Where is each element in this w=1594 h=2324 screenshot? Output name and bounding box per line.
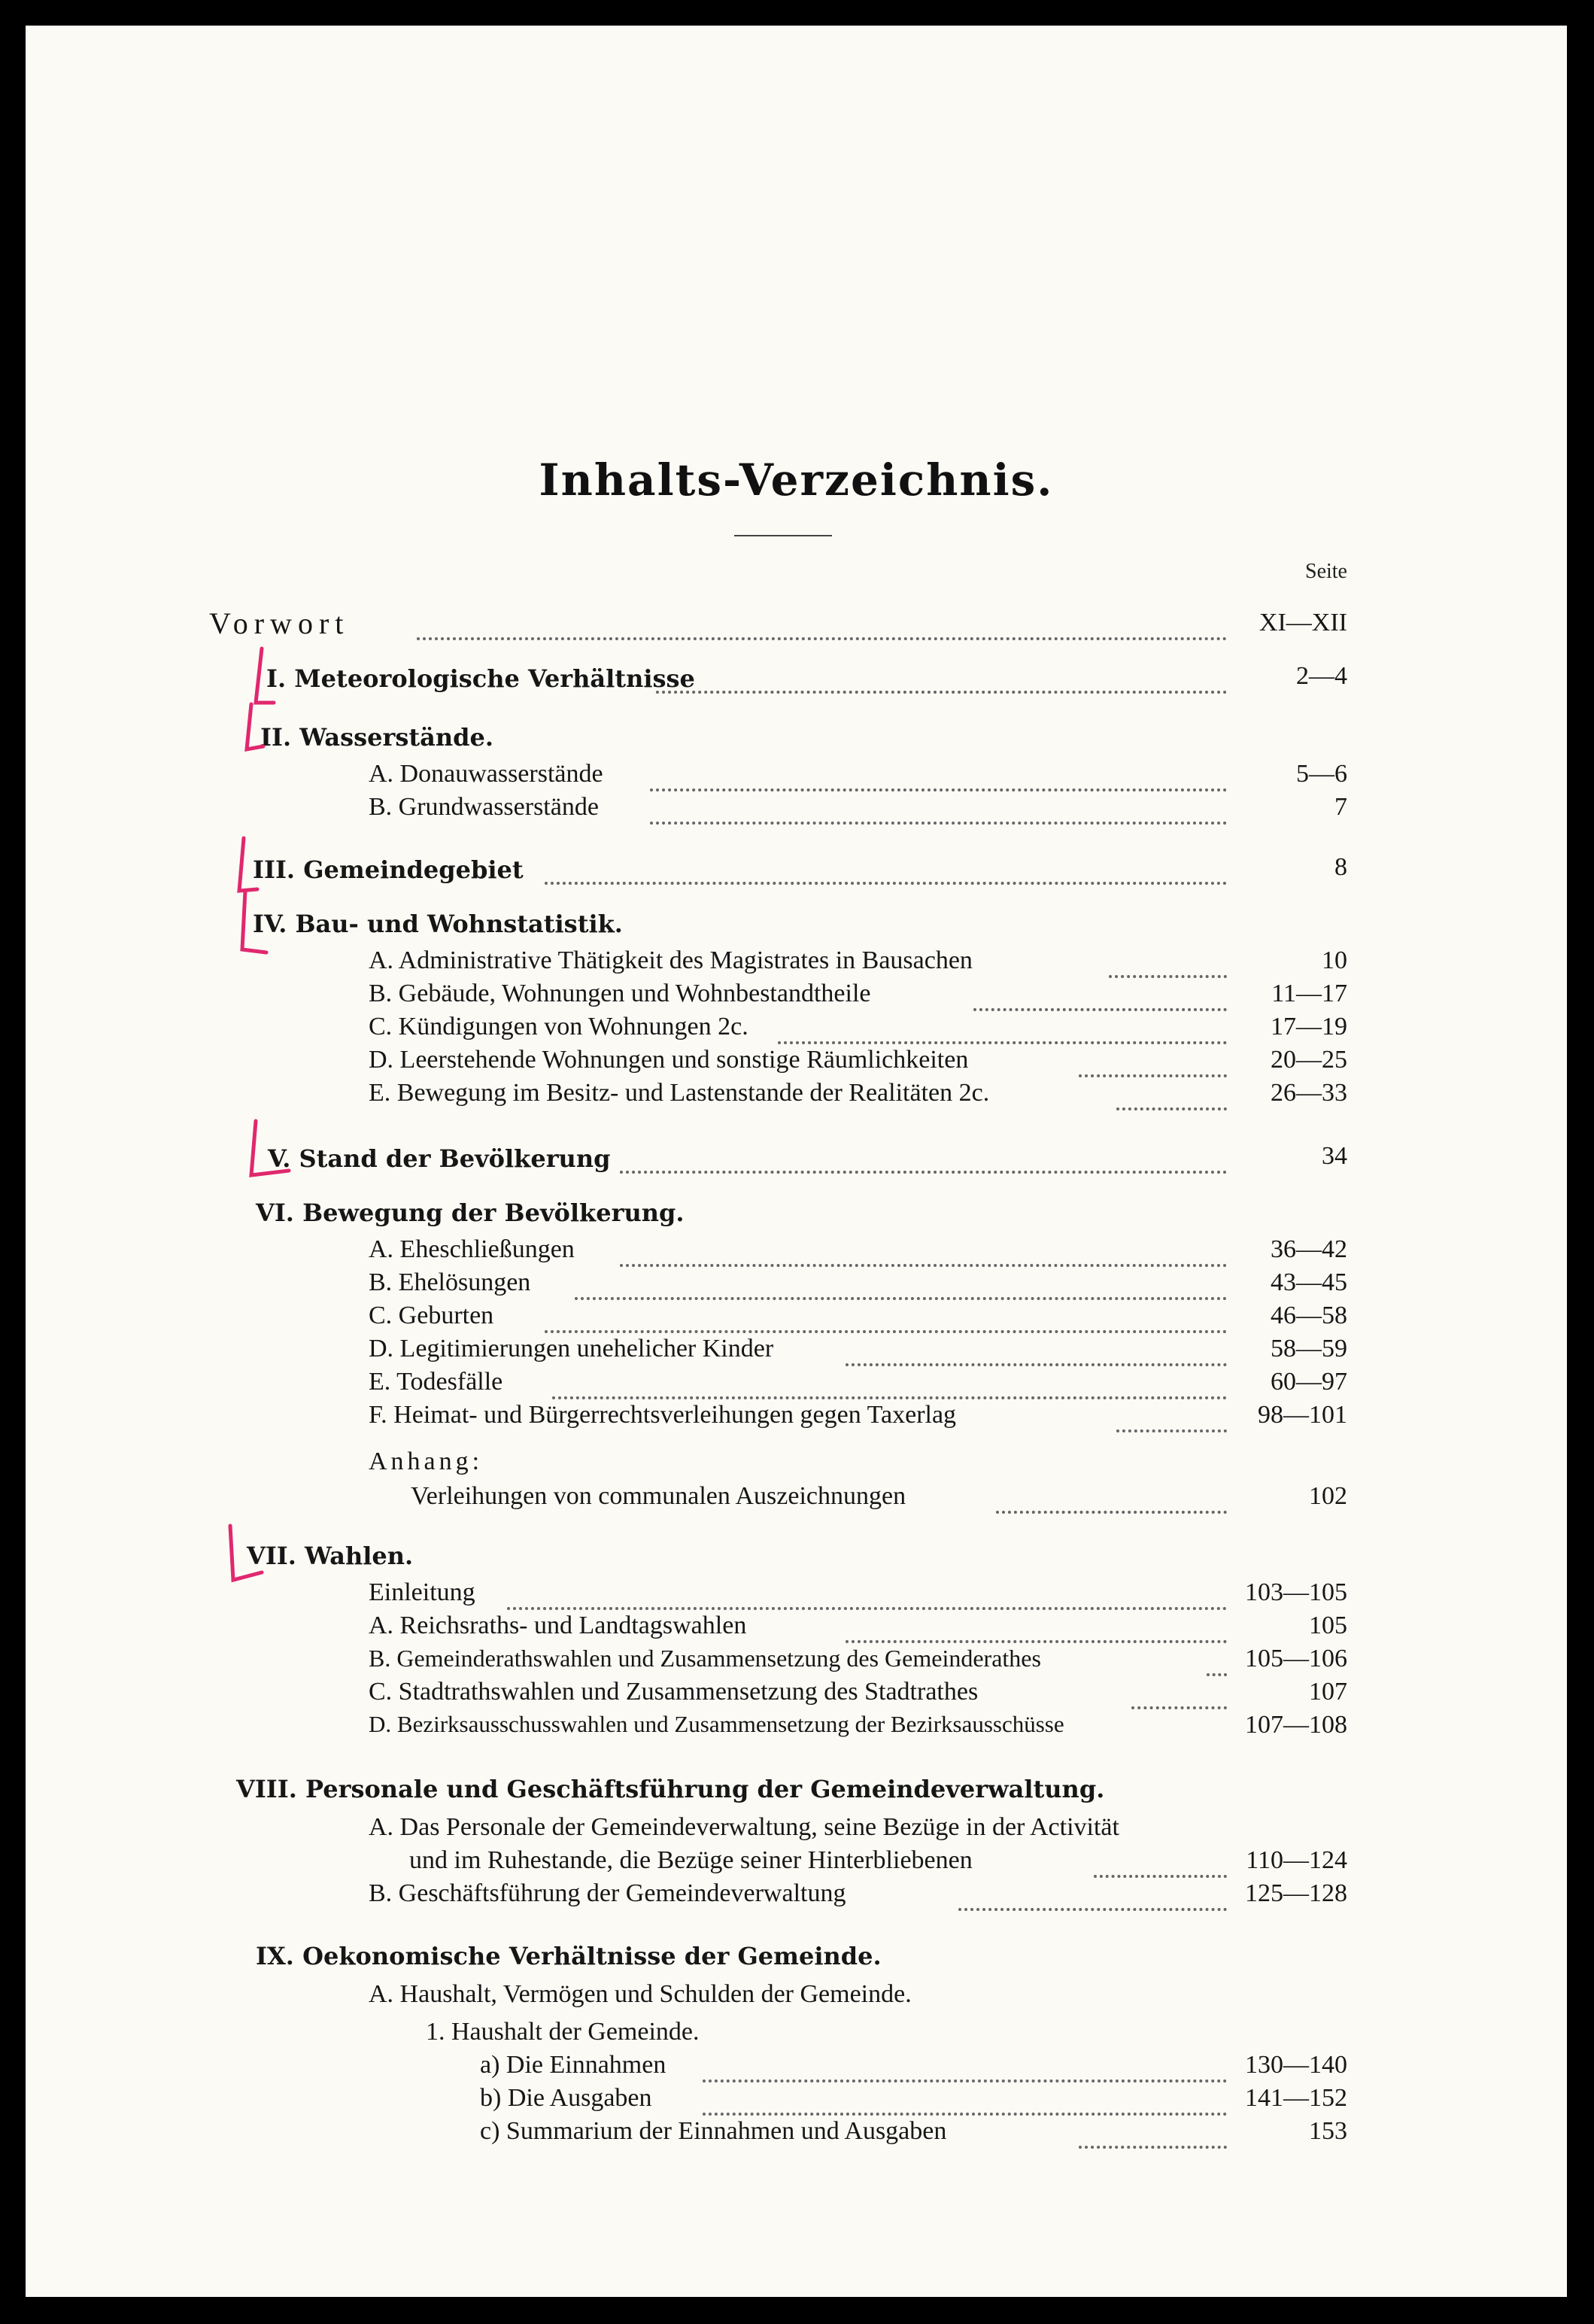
toc-label [256,1196,684,1228]
toc-row [26,1813,1567,1848]
toc-label: D. Legitimierungen unehelicher Kinder [369,1335,774,1363]
toc-pages: 34 [1322,1142,1347,1170]
toc-pages: 11—17 [1271,980,1347,1007]
toc-label-text: II. Wasserstände. [260,723,494,752]
toc-row [26,760,1567,794]
dot-leader [1116,1401,1227,1432]
dot-leader [1116,1079,1227,1110]
toc-row-section-vii [26,1539,1567,1574]
toc-label [268,1142,610,1174]
toc-label: A. Donauwasserstände [369,760,603,788]
toc-row-section-vi [26,1196,1567,1231]
toc-pages: 17—19 [1271,1013,1347,1040]
toc-label: B. Ehelösungen [369,1268,531,1296]
toc-row [26,1401,1567,1435]
toc-label: A. Haushalt, Vermögen und Schulden der Gemeinde. [369,1980,912,2008]
toc-label: A. Eheschließungen [369,1235,575,1263]
dot-leader [846,1335,1227,1366]
dot-leader [620,1235,1227,1267]
dot-leader [650,760,1227,791]
dot-leader [1131,1678,1227,1709]
toc-label: F. Heimat- und Bürgerrechtsverleihungen gegen Taxerlag [369,1401,957,1429]
toc-label: A. Reichsraths- und Landtagswahlen [369,1612,747,1639]
dot-leader [1109,946,1227,978]
toc-pages: 107—108 [1245,1711,1347,1739]
dot-leader [778,1013,1227,1044]
toc-label [247,1539,413,1571]
toc-label: B. Gebäude, Wohnungen und Wohnbestandtheile [369,980,871,1007]
toc-pages: 105 [1309,1612,1347,1639]
toc-label: Einleitung [369,1578,475,1606]
toc-label [266,662,695,694]
toc-label-text: VI. Bewegung der Bevölkerung. [256,1198,685,1227]
toc-row [26,1645,1567,1679]
title-divider [734,535,832,536]
toc-row [26,1079,1567,1113]
toc-row [26,1268,1567,1303]
toc-row [26,793,1567,828]
toc-pages: 5—6 [1296,760,1347,788]
toc-label: Vorwort [209,606,350,640]
dot-leader [1094,1846,1227,1878]
toc-pages: 105—106 [1245,1645,1347,1672]
toc-row [26,1235,1567,1270]
dot-leader [846,1612,1227,1643]
toc-row [26,946,1567,981]
page-column-header: Seite [1305,560,1347,583]
toc-pages: 36—42 [1271,1235,1347,1263]
toc-label [256,1940,882,1971]
toc-label: A. Das Personale der Gemeindeverwaltung, seine Bezüge in der Activität [369,1813,1119,1841]
toc-pages: 107 [1309,1678,1347,1706]
dot-leader [973,980,1227,1011]
dot-leader [650,793,1227,825]
toc-pages: 8 [1334,853,1347,881]
toc-label: Verleihungen von communalen Auszeichnungen [411,1482,906,1510]
toc-label [260,721,493,752]
dot-leader [1079,2117,1227,2149]
toc-row-section-viii [26,1773,1567,1807]
toc-row [26,1013,1567,1047]
dot-leader [656,662,1227,694]
dot-leader [417,609,1227,640]
toc-row [26,1879,1567,1914]
toc-pages: 60—97 [1271,1368,1347,1396]
dot-leader [703,2051,1227,2082]
toc-row-vorwort [26,606,1567,643]
toc-row [26,1482,1567,1517]
toc-row [26,1335,1567,1369]
toc-row-section-iv [26,907,1567,942]
toc-label: D. Leerstehende Wohnungen und sonstige Räumlichkeiten [369,1046,969,1074]
toc-label-text: IX. Oekonomische Verhältnisse der Gemeinde. [256,1942,882,1970]
toc-row-section-i [26,662,1567,697]
toc-row-anhang [26,1448,1567,1482]
toc-row [26,2051,1567,2086]
dot-leader [545,853,1227,885]
toc-row [26,2084,1567,2119]
dot-leader [996,1482,1227,1514]
toc-row-section-iii [26,853,1567,888]
toc-label-text: VIII. Personale und Geschäftsführung der Gemeindeverwaltung. [236,1775,1105,1803]
toc-pages: 43—45 [1271,1268,1347,1296]
toc-label: c) Summarium der Einnahmen und Ausgaben [480,2117,947,2145]
toc-label: 1. Haushalt der Gemeinde. [426,2018,700,2046]
toc-row [26,1711,1567,1745]
toc-row [26,1612,1567,1646]
dot-leader [545,1302,1227,1333]
dot-leader [1079,1046,1227,1077]
toc-pages: 7 [1334,793,1347,821]
toc-label: a) Die Einnahmen [480,2051,666,2079]
toc-label [253,907,623,939]
toc-row [26,1368,1567,1402]
toc-pages: 2—4 [1296,662,1347,690]
toc-pages: 46—58 [1271,1302,1347,1329]
toc-label: D. Bezirksausschusswahlen und Zusammensetzung der Bezirksausschüsse [369,1711,1064,1737]
toc-pages: 102 [1309,1482,1347,1510]
toc-label: B. Grundwasserstände [369,793,599,821]
toc-row [26,1046,1567,1080]
toc-pages: 110—124 [1246,1846,1347,1874]
toc-pages: 103—105 [1245,1578,1347,1606]
toc-row [26,1980,1567,2015]
toc-label: E. Bewegung im Besitz- und Lastenstande der Realitäten 2c. [369,1079,990,1107]
toc-row [26,1846,1567,1881]
toc-row [26,1678,1567,1712]
dot-leader [703,2084,1227,2116]
toc-pages: 125—128 [1245,1879,1347,1907]
toc-pages: 58—59 [1271,1335,1347,1363]
toc-pages: 141—152 [1245,2084,1347,2112]
toc-label: B. Geschäftsführung der Gemeindeverwaltung [369,1879,846,1907]
toc-pages: XI—XII [1259,609,1347,636]
toc-label: E. Todesfälle [369,1368,503,1396]
toc-label: C. Geburten [369,1302,494,1329]
toc-row-section-v [26,1142,1567,1177]
document-page [26,26,1567,2297]
toc-label-text: III. Gemeindegebiet [253,855,524,884]
toc-row [26,1302,1567,1336]
page-title: Inhalts-Verzeichnis. [539,454,1054,506]
toc-row [26,2018,1567,2052]
toc-pages: 98—101 [1258,1401,1347,1429]
toc-label-text: I. Meteorologische Verhältnisse [266,664,695,693]
toc-pages: 153 [1309,2117,1347,2145]
toc-label: b) Die Ausgaben [480,2084,652,2112]
dot-leader [620,1142,1227,1174]
toc-row-section-ii [26,721,1567,755]
dot-leader [507,1578,1227,1610]
toc-label: C. Kündigungen von Wohnungen 2c. [369,1013,748,1040]
toc-label-text: IV. Bau- und Wohnstatistik. [253,910,623,938]
toc-row [26,2117,1567,2152]
dot-leader [575,1268,1227,1300]
toc-label [236,1773,1104,1804]
toc-pages: 130—140 [1245,2051,1347,2079]
toc-pages: 10 [1322,946,1347,974]
dot-leader [958,1879,1227,1911]
toc-row-section-ix [26,1940,1567,1974]
toc-row [26,1578,1567,1613]
toc-pages: 20—25 [1271,1046,1347,1074]
dot-leader [552,1368,1227,1399]
toc-label-text: VII. Wahlen. [247,1542,414,1570]
toc-label: B. Gemeinderathswahlen und Zusammensetzung des Gemeinderathes [369,1645,1041,1672]
toc-label: Anhang: [369,1448,484,1475]
dot-leader [1207,1645,1227,1676]
toc-label: und im Ruhestande, die Bezüge seiner Hinterbliebenen [409,1846,973,1874]
toc-label: C. Stadtrathswahlen und Zusammensetzung des Stadtrathes [369,1678,979,1706]
toc-pages: 26—33 [1271,1079,1347,1107]
toc-label [253,853,524,885]
toc-label: A. Administrative Thätigkeit des Magistrates in Bausachen [369,946,973,974]
toc-label-text: V. Stand der Bevölkerung [268,1144,611,1173]
toc-row [26,980,1567,1014]
